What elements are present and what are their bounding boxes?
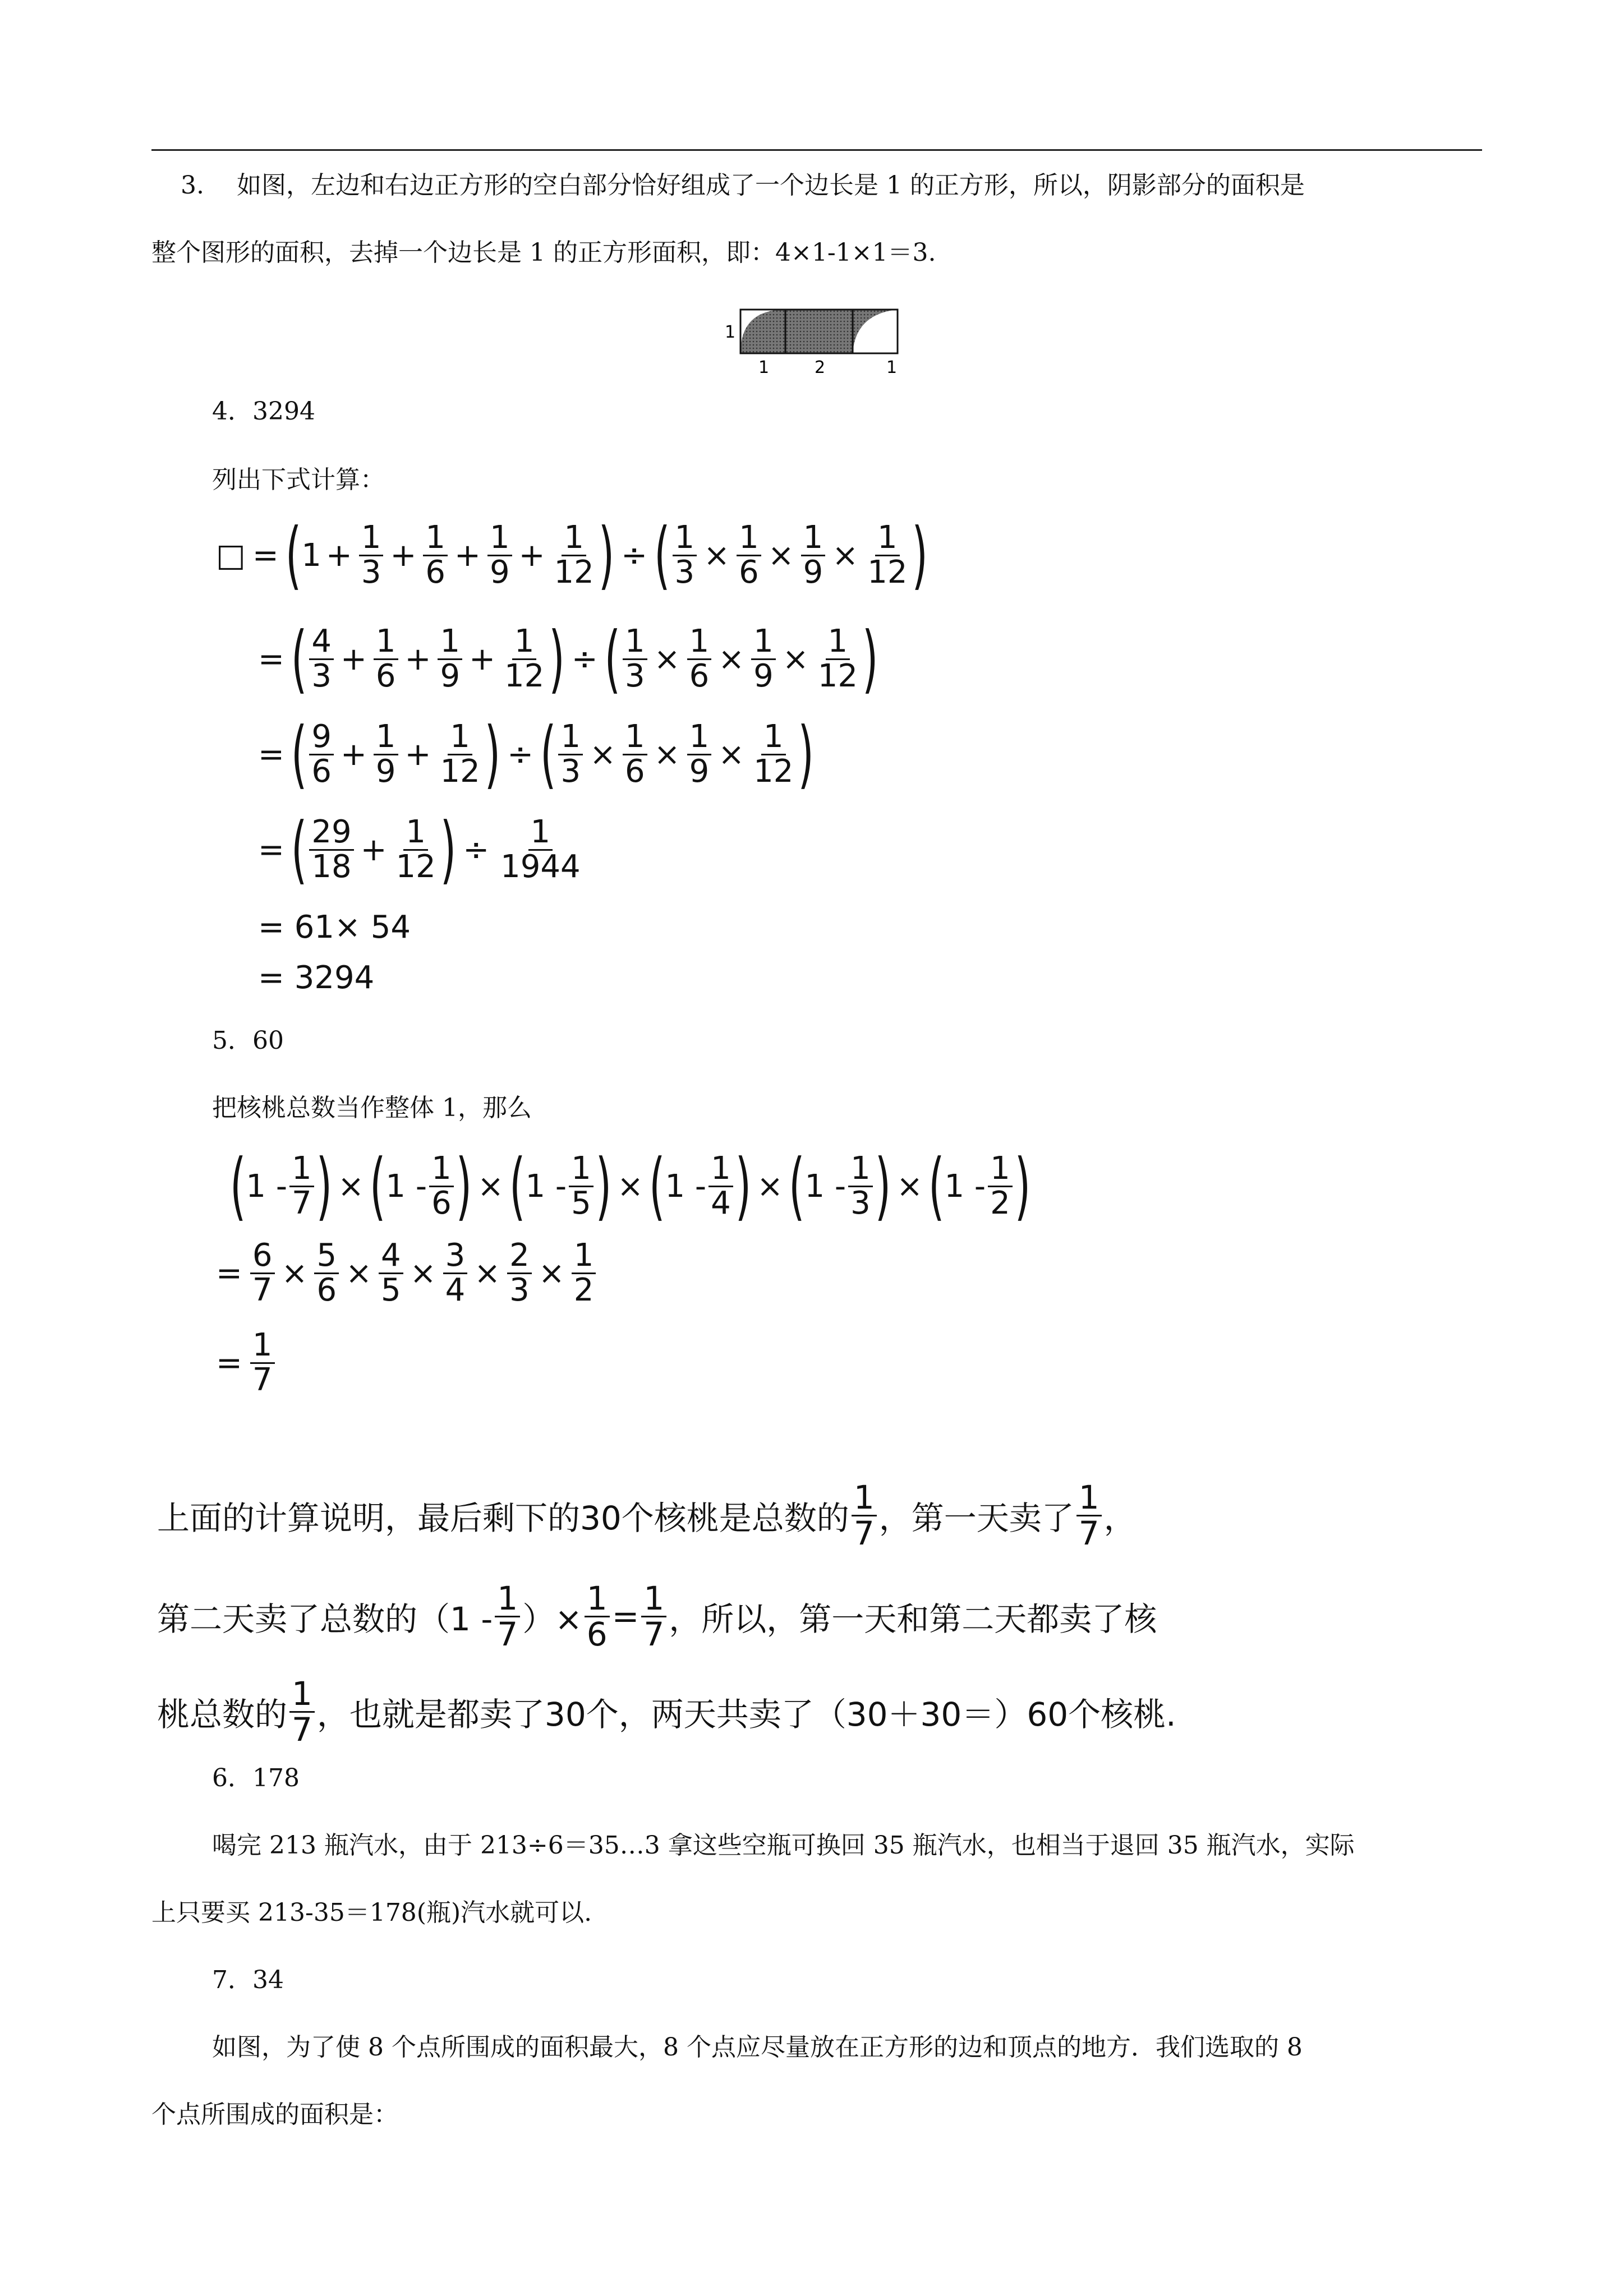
item4-eq-row2: = ( $\frac{4}{3}$ + $\frac{1}{6}$ + $\frac{1}{9}$ + $\frac{1}{12}$ ) ÷ ( $\frac{1}{3}$ × $\frac{1}{6}$ × $\frac{1}{9}$ × $\frac{1}{12}$ ): [258, 616, 878, 702]
item4-intro: 列出下式计算：: [212, 465, 385, 494]
item7-heading: 7．34: [212, 1966, 284, 1994]
fig-bottom-label-3: 1: [886, 358, 898, 376]
item5-heading: 5．60: [212, 1026, 284, 1055]
item6-line1: 喝完 213 瓶汽水，由于 213÷6＝35…3 拿这些空瓶可换回 35 瓶汽水，也相当于退回 35 瓶汽水，实际: [212, 1831, 1355, 1860]
item7-line2: 个点所围成的面积是：: [151, 2100, 398, 2129]
item3-figure: [718, 303, 920, 376]
fig-bottom-label-1: 1: [758, 358, 770, 376]
item5-product-row: ( 1 - $\frac{1}{7}$ ) × ( 1 - $\frac{1}{6}$ ) × ( 1 - $\frac{1}{5}$ ) × ( 1 - $\frac{1}{4}$ ) × ( 1 - $\frac{1}{3}$ ) × ( 1 - $\frac{1}{2}$ ): [230, 1143, 1031, 1229]
item4-heading: 4．3294: [212, 397, 315, 426]
item5-expl-line1: 上面的计算说明，最后剩下的30个核桃是总数的 $\frac{1}{7}$ ，第一天卖了 $\frac{1}{7}$ ，: [157, 1478, 1137, 1552]
fig-bottom-label-2: 2: [815, 358, 826, 376]
item4-result1: = 61× 54: [258, 909, 411, 946]
item4-eq-row3: = ( $\frac{9}{6}$ + $\frac{1}{9}$ + $\frac{1}{12}$ ) ÷ ( $\frac{1}{3}$ × $\frac{1}{6}$ × $\frac{1}{9}$ × $\frac{1}{12}$ ): [258, 711, 814, 797]
item4-eq-row1: □ = ( 1 + $\frac{1}{3}$ + $\frac{1}{6}$ + $\frac{1}{9}$ + $\frac{1}{12}$ ) ÷ ( $\frac{1}{3}$ × $\frac{1}{6}$ × $\frac{1}{9}$ × $\frac{1}{12}$ ): [216, 512, 928, 598]
item7-line1: 如图，为了使 8 个点所围成的面积最大，8 个点应尽量放在正方形的边和顶点的地方．我们选取的 8: [212, 2033, 1303, 2062]
item6-heading: 6．178: [212, 1764, 300, 1792]
item5-expl-line2: 第二天卖了总数的（1 - $\frac{1}{7}$ ）× $\frac{1}{6}$ = $\frac{1}{7}$ ，所以，第一天和第二天都卖了核: [157, 1579, 1157, 1653]
item5-result-row: = $\frac{1}{7}$: [216, 1329, 277, 1397]
item3-line1: 3. 如图，左边和右边正方形的空白部分恰好组成了一个边长是 1 的正方形，所以，阴影部分的面积是: [181, 171, 1305, 200]
item3-line2: 整个图形的面积，去掉一个边长是 1 的正方形面积，即：4×1-1×1＝3.: [151, 238, 936, 267]
item4-eq-row4: = ( $\frac{29}{18}$ + $\frac{1}{12}$ ) ÷ $\frac{1}{1944}$: [258, 806, 581, 893]
middle-shaded-region: [785, 310, 853, 353]
item5-intro: 把核桃总数当作整体 1，那么: [212, 1094, 532, 1122]
fig-side-label: 1: [725, 322, 736, 342]
item6-line2: 上只要买 213-35＝178(瓶)汽水就可以.: [151, 1898, 592, 1927]
item5-fraction-row: = $\frac{6}{7}$ × $\frac{5}{6}$ × $\frac{4}{5}$ × $\frac{3}{4}$ × $\frac{2}{3}$ × $\frac{1}{2}$: [216, 1239, 598, 1307]
answer-box: □: [216, 537, 246, 574]
header-rule: [151, 149, 1482, 151]
item5-expl-line3: 桃总数的 $\frac{1}{7}$ ，也就是都卖了30个，两天共卖了（30＋30＝）60个核桃.: [157, 1675, 1176, 1749]
left-shaded-region: [740, 310, 785, 353]
item4-result2: = 3294: [258, 960, 375, 996]
